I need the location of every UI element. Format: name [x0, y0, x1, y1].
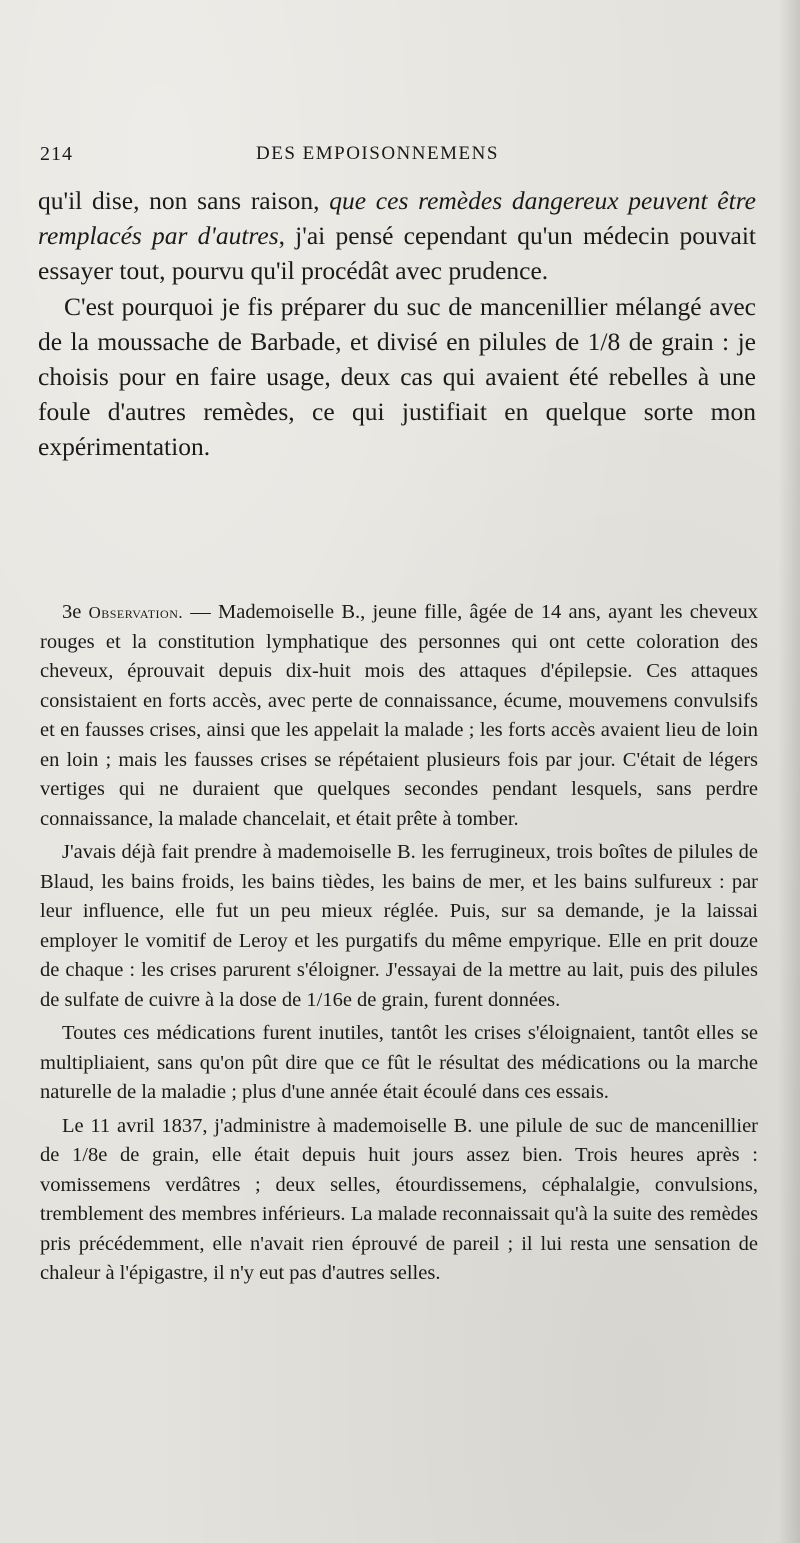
- observation-text: — Mademoiselle B., jeune fille, âgée de 14 ans, ayant les cheveux rouges et la constitution lymphatique des personnes qui ont cette coloration des cheveux, éprouvait depuis dix-huit mois des attaques d'épilepsie. Ces attaques consistaient en forts accès, avec perte de connaissance, écume, mouvemens convulsifs et en fausses crises, ainsi que les appelait la malade ; les forts accès avaient lieu de loin en loin ; mais les fausses crises se répétaient plusieurs fois par jour. C'était de légers vertiges qui ne duraient que quelques secondes pendant lesquels, sans perdre connaissance, la malade chancelait, et était prête à tomber.: [40, 601, 758, 830]
- observation-label: Observation.: [88, 603, 184, 622]
- page-number: 214: [40, 143, 73, 165]
- text-segment: qu'il dise, non sans raison,: [38, 186, 330, 215]
- continued-text-block: [38, 183, 756, 465]
- paragraph-inutiles: Toutes ces médications furent inutiles, tantôt les crises s'éloignaient, tantôt elles se multipliaient, sans qu'on pût dire que ce fût le résultat des médications ou la marche naturelle de la maladie ; plus d'une année était écoulé dans ces essais.: [40, 1022, 758, 1103]
- italic-quotation: que ces remèdes dangereux peuvent être remplacés par d'autres: [38, 186, 756, 251]
- running-title: DES EMPOISONNEMENS: [256, 143, 499, 164]
- paragraph-preparation: [38, 289, 756, 465]
- paragraph-continuation: [38, 183, 756, 289]
- text-segment: , j'ai pensé cependant qu'un médecin pouvait essayer tout, pourvu qu'il procédât avec prudence.: [38, 221, 756, 286]
- observation-paragraph: [40, 598, 758, 834]
- observation-number: 3e: [62, 601, 82, 623]
- text-segment: C'est pourquoi je fis préparer du suc de mancenillier mélangé avec de la moussache de Barbade, et divisé en pilules de 1/8 de grain : je choisis pour en faire usage, deux cas qui avaient été rebelles à une foule d'autres remèdes, ce qui justifiait en quelque sorte mon expérimentation.: [38, 291, 756, 462]
- page-edge-shadow: [778, 0, 800, 1543]
- paragraph-administration: Le 11 avril 1837, j'administre à mademoiselle B. une pilule de suc de mancenillier de 1/8e de grain, elle était depuis huit jours assez bien. Trois heures après : vomissemens verdâtres ; deux selles, étourdissemens, céphalalgie, convulsions, tremblement des membres inférieurs. La malade reconnaissait qu'à la suite des remèdes pris précédemment, elle n'avait rien éprouvé de pareil ; il lui resta une sensation de chaleur à l'épigastre, il n'y eut pas d'autres selles.: [40, 1114, 758, 1284]
- paragraph-treatments: J'avais déjà fait prendre à mademoiselle B. les ferrugineux, trois boîtes de pilules de Blaud, les bains froids, les bains tièdes, les bains de mer, et les bains sulfureux : par leur influence, elle fut un peu mieux réglée. Puis, sur sa demande, je la laissai employer le vomitif de Leroy et les purgatifs du même empyrique. Elle en prit douze de chaque : les crises parurent s'éloigner. J'essayai de la mettre au lait, puis des pilules de sulfate de cuivre à la dose de 1/16e de grain, furent données.: [40, 841, 758, 1011]
- running-head: [40, 143, 780, 173]
- observation-block: [40, 598, 758, 1293]
